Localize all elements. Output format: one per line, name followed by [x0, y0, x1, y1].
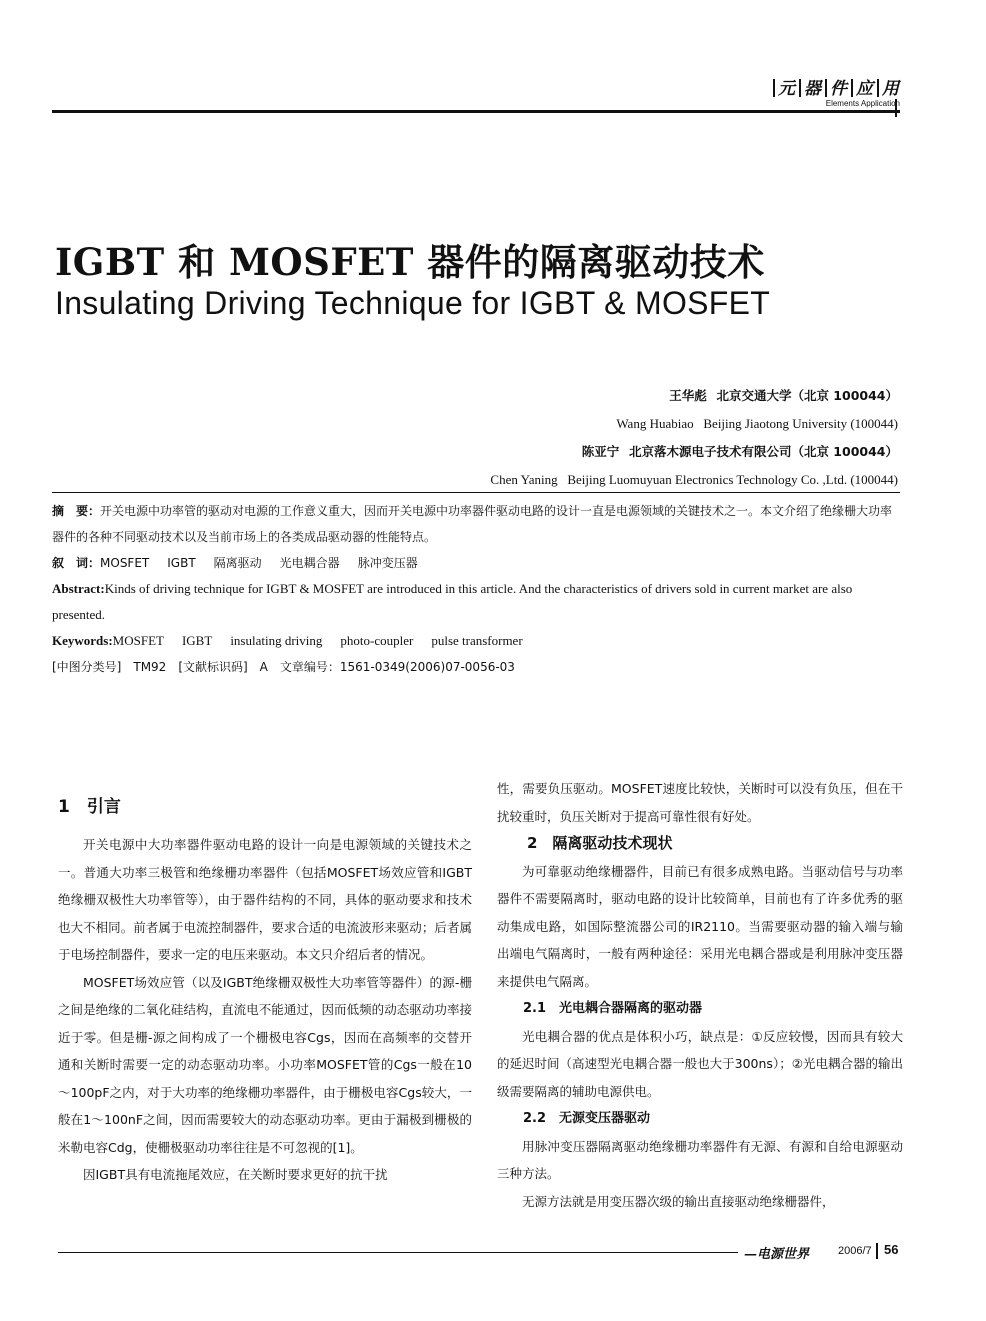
- author-block: [490, 382, 898, 494]
- keyword: 隔离驱动: [213, 556, 262, 570]
- body-paragraph: 开关电源中大功率器件驱动电路的设计一向是电源领域的关键技术之一。普通大功率三极管和绝缘栅功率器件（包括MOSFET场效应管和IGBT绝缘栅双极性大功率管等），由于器件结构的不同，具体的驱动要求和技术也大不相同。前者属于电流控制器件，要求合适的电流波形来驱动；后者属于电场控制器件，要求一定的电压来驱动。本文只介绍后者的情况。: [58, 837, 472, 962]
- author-affiliation: 北京交通大学（北京 100044）: [716, 388, 898, 403]
- tag-divider: [825, 79, 827, 97]
- abstract-en: [52, 576, 900, 628]
- author-line: [490, 410, 898, 438]
- author-affiliation: 北京落木源电子技术有限公司（北京 100044）: [628, 444, 898, 459]
- keyword: 脉冲变压器: [357, 556, 418, 570]
- body-paragraph: 光电耦合器的优点是体积小巧，缺点是：①反应较慢，因而具有较大的延迟时间（高速型光电耦合器一般也大于300ns）；②光电耦合器的输出级需要隔离的辅助电源供电。: [497, 1028, 903, 1099]
- author-name: Chen Yaning: [490, 472, 558, 487]
- section-2-heading: 2 隔离驱动技术现状: [527, 834, 673, 852]
- footer-date: 2006/7: [838, 1245, 872, 1257]
- keyword: MOSFET: [100, 556, 150, 570]
- header-rule: [52, 110, 900, 113]
- body-paragraph: 无源方法就是用变压器次级的输出直接驱动绝缘栅器件，: [522, 1193, 835, 1209]
- abstract-cn: [52, 498, 900, 550]
- tag-char: 用: [882, 79, 900, 99]
- abstract-en-text: Kinds of driving technique for IGBT & MOSFET are introduced in this article. And the characteristics of drivers sold in current market are also presented.: [52, 581, 853, 622]
- tag-divider: [773, 79, 775, 97]
- footer-rule: [58, 1252, 738, 1253]
- keyword: 光电耦合器: [279, 556, 340, 570]
- abstract-cn-label: 摘 要：: [52, 504, 101, 518]
- keywords-cn-label: 叙 词：: [52, 556, 101, 570]
- page-number: 56: [884, 1242, 899, 1257]
- tag-divider: [799, 79, 801, 97]
- author-name: 陈亚宁: [581, 444, 620, 459]
- author-name: 王华彪: [669, 388, 707, 403]
- left-column: [58, 831, 472, 1189]
- body-paragraph: 为可靠驱动绝缘栅器件，目前已有很多成熟电路。当驱动信号与功率器件不需要隔离时，驱动电路的设计比较简单，目前也有了许多优秀的驱动集成电路，如国际整流器公司的IR2110。当需要驱动器的输入端与输出端电气隔离时，一般有两种途径：采用光电耦合器或是利用脉冲变压器来提供电气隔离。: [497, 863, 903, 989]
- abstract-cn-text: 开关电源中功率管的驱动对电源的工作意义重大，因而开关电源中功率器件驱动电路的设计一直是电源领域的关键技术之一。本文介绍了绝缘栅大功率器件的各种不同驱动技术以及当前市场上的各类成品驱动器的性能特点。: [52, 504, 893, 544]
- footer-journal: —电源世界: [744, 1247, 810, 1262]
- column-tag-subtitle: Elements Application: [825, 99, 900, 108]
- classification-line: [中图分类号] TM92 [文献标识码] A 文章编号：1561-0349(2006)07-0056-03: [52, 660, 515, 674]
- abstract-en-label: Abstract:: [52, 581, 105, 596]
- right-column: [497, 775, 903, 1215]
- tag-divider: [877, 79, 879, 97]
- keywords-en-label: Keywords:: [52, 633, 113, 648]
- author-affiliation: Beijing Jiaotong University (100044): [703, 416, 898, 431]
- body-paragraph: MOSFET场效应管（以及IGBT绝缘栅双极性大功率管等器件）的源-栅之间是绝缘的二氧化硅结构，直流电不能通过，因而低频的动态驱动功率接近于零。但是栅-源之间构成了一个栅极电容Cgs，因而在高频率的交替开通和关断时需要一定的动态驱动功率。小功率MOSFET管的Cgs一般在10～100pF之内，对于大功率的绝缘栅功率器件，由于栅极电容Cgs较大，一般在1～100nF之间，因而需要较大的动态驱动功率。更由于漏极到栅极的米勒电容Cdg，使栅极驱动功率往往是不可忽视的[1]。: [58, 974, 472, 1155]
- author-line: [490, 466, 898, 494]
- body-paragraph: 性，需要负压驱动。MOSFET速度比较快，关断时可以没有负压，但在干扰较重时，负压关断对于提高可靠性很有好处。: [497, 781, 903, 824]
- keyword-en: MOSFET: [112, 633, 164, 648]
- keyword: IGBT: [167, 556, 196, 570]
- tag-char: 件: [830, 79, 848, 99]
- section-2-2-heading: 2.2 无源变压器驱动: [523, 1111, 651, 1126]
- tag-char: 元: [778, 79, 796, 99]
- author-line: [490, 438, 898, 466]
- section-2-1-heading: 2.1 光电耦合器隔离的驱动器: [523, 1001, 703, 1016]
- title-english: Insulating Driving Technique for IGBT & MOSFET: [55, 285, 771, 321]
- tag-char: 器: [804, 79, 822, 99]
- keyword-en: IGBT: [181, 633, 213, 648]
- abstract-block: [52, 498, 900, 680]
- footer-divider: [876, 1243, 878, 1259]
- tag-char: 应: [856, 79, 874, 99]
- keyword-en: photo-coupler: [340, 633, 414, 648]
- author-name: Wang Huabiao: [616, 416, 694, 431]
- keyword-en: insulating driving: [230, 633, 323, 648]
- author-affiliation: Beijing Luomuyuan Electronics Technology Co. ,Ltd. (100044): [567, 472, 898, 487]
- section-1-heading: 1 引言: [58, 797, 121, 817]
- author-line: [490, 382, 898, 410]
- keywords-en: [52, 628, 900, 654]
- body-paragraph: 用脉冲变压器隔离驱动绝缘栅功率器件有无源、有源和自给电源驱动三种方法。: [497, 1138, 903, 1181]
- tag-divider: [851, 79, 853, 97]
- keywords-cn: [52, 550, 900, 576]
- title-chinese: IGBT 和 MOSFET 器件的隔离驱动技术: [55, 240, 765, 284]
- keyword-en: pulse transformer: [431, 633, 523, 648]
- abstract-rule: [52, 492, 900, 493]
- body-paragraph: 因IGBT具有电流拖尾效应，在关断时要求更好的抗干扰: [83, 1167, 388, 1182]
